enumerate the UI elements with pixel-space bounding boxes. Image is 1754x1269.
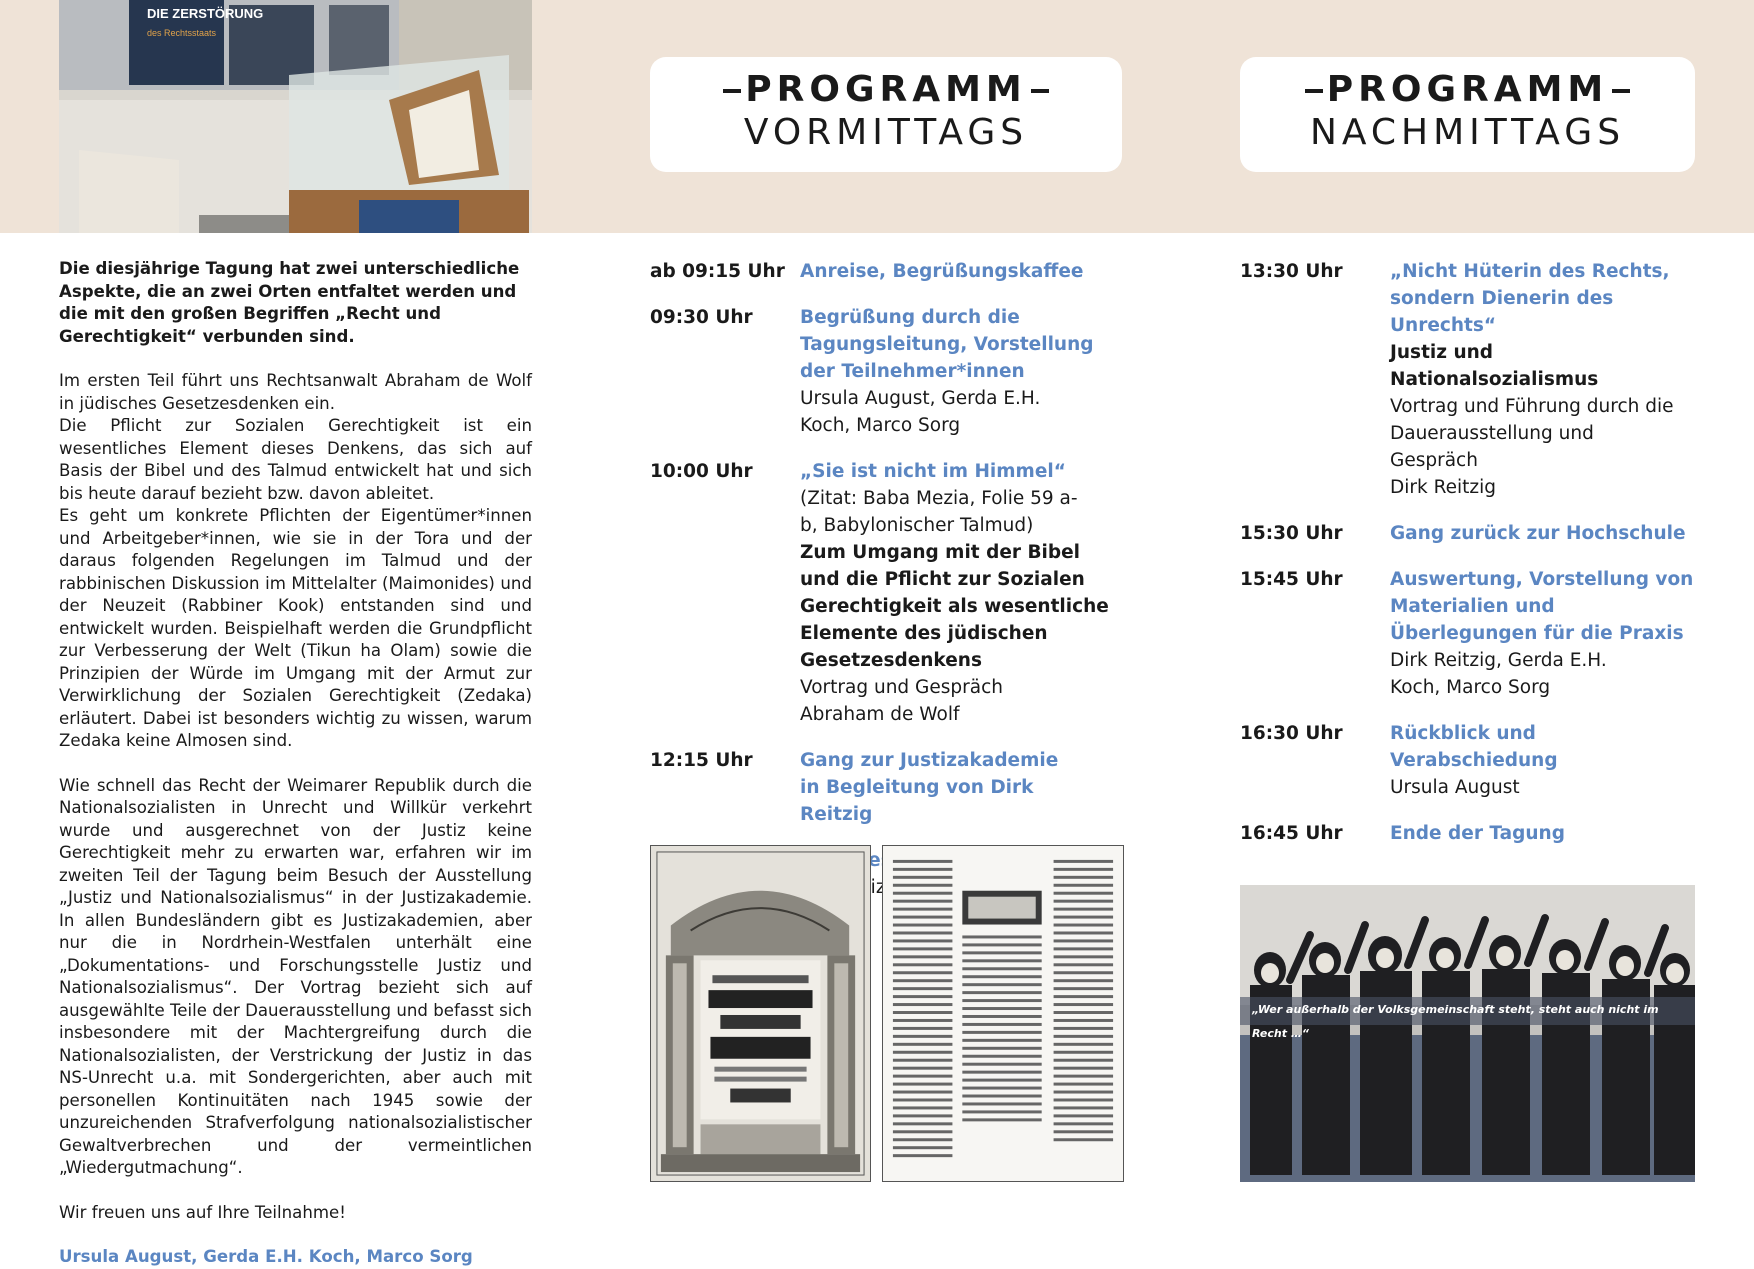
header-afternoon-bottom: NACHMITTAGS (1309, 112, 1626, 153)
sign-line-2: des Rechtsstaats (147, 28, 217, 38)
intro-signature: Ursula August, Gerda E.H. Koch, Marco Sorg (59, 1247, 473, 1266)
event (1390, 258, 1690, 501)
event (800, 304, 1120, 439)
event-title: Rückblick und Verabschiedung (1390, 723, 1558, 771)
header-afternoon (1240, 57, 1695, 172)
programme-row (650, 304, 1130, 439)
event-title: Anreise, Begrüßungskaffee (800, 261, 1084, 282)
time-label: 15:45 Uhr (1240, 569, 1343, 590)
intro-column (59, 258, 532, 1269)
programme-row (1240, 720, 1700, 801)
event-title: Gang zurück zur Hochschule (1390, 523, 1686, 544)
programme-row (1240, 566, 1700, 701)
intro-paragraph: Die Pflicht zur Sozialen Gerechtigkeit ist ein wesentliches Element dieses Denkens, das sich auf Basis der Bibel und des Talmud entwickelt hat und sich bis heute darauf bezieht bzw. davon ableitet. (59, 416, 532, 503)
event-format: Vortrag und Gespräch (800, 677, 1003, 698)
intro-paragraph: Im ersten Teil führt uns Rechtsanwalt Abraham de Wolf in jüdisches Gesetzesdenken ein. (59, 371, 532, 413)
dash-left (1305, 89, 1323, 93)
event (1390, 720, 1700, 801)
event-people: Dirk Reitzig (1390, 477, 1496, 498)
event-people: Dirk Reitzig, Gerda E.H. Koch, Marco Sorg (1390, 650, 1607, 698)
talmud-text-page-image (882, 845, 1124, 1182)
intro-lead: Die diesjährige Tagung hat zwei unterschiedliche Aspekte, die an zwei Orten entfaltet werden und die mit den großen Begriffen „Recht und Gerechtigkeit“ verbunden sind. (59, 259, 520, 346)
dash-right (1031, 89, 1049, 93)
event-title: Ende der Tagung (1390, 823, 1565, 844)
event (1390, 820, 1565, 847)
event-title: Auswertung, Vorstellung von Materialien und Überlegungen für die Praxis (1390, 569, 1694, 644)
programme-row (650, 458, 1130, 728)
dash-left (723, 89, 741, 93)
header-afternoon-top: PROGRAMM (1326, 69, 1609, 110)
afternoon-programme (1240, 258, 1700, 866)
header-morning-top: PROGRAMM (745, 69, 1027, 110)
time-label: ab 09:15 Uhr (650, 261, 785, 282)
time-label: 16:30 Uhr (1240, 723, 1343, 744)
event (800, 458, 1120, 728)
photo-caption: „Wer außerhalb der Volksgemeinschaft steht, steht auch nicht im Recht …“ (1252, 1003, 1659, 1040)
programme-row (1240, 820, 1700, 847)
event-people: Abraham de Wolf (800, 704, 960, 725)
event-title: Begrüßung durch die Tagungsleitung, Vorstellung der Teilnehmer*innen (800, 307, 1094, 382)
programme-row (1240, 520, 1700, 547)
time-label: 13:30 Uhr (1240, 261, 1343, 282)
time-label: 09:30 Uhr (650, 307, 753, 328)
programme-row (1240, 258, 1700, 501)
time-label: 12:15 Uhr (650, 750, 753, 771)
programme-row (650, 258, 1130, 285)
event (800, 747, 1060, 828)
intro-paragraph: Es geht um konkrete Pflichten der Eigentümer*innen und Arbeitgeber*innen, wie sie in der Tora und der daraus folgenden Regelungen im Talmud und der rabbinischen Diskussion im Mittelalter (Maimonides) und der Neuzeit (Rabbiner Kook) entstanden sind und entwickelt wurden. Beispielhaft werden die Grundpflicht zur Verbesserung der Welt (Tikun ha Olam) sowie die Prinzipien der Würde im Umgang mit der Armut zur Verwirklichung der Sozialen Gerechtigkeit (Zedaka) erläutert. Dabei ist besonders wichtig zu wissen, warum Zedaka keine Almosen sind. (59, 506, 532, 750)
exhibition-photo (59, 0, 532, 233)
intro-closing: Wir freuen uns auf Ihre Teilnahme! (59, 1202, 346, 1222)
header-morning-bottom: VORMITTAGS (743, 112, 1029, 153)
event-subtitle: Zum Umgang mit der Bibel und die Pflicht zur Sozialen Gerechtigkeit als wesentliche Elemente des jüdischen Gesetzesdenkens (800, 542, 1109, 671)
time-label: 10:00 Uhr (650, 461, 753, 482)
sign-line-1: DIE ZERSTÖRUNG (147, 6, 264, 21)
time-label: 16:45 Uhr (1240, 823, 1343, 844)
event (1390, 520, 1686, 547)
time-label: 15:30 Uhr (1240, 523, 1343, 544)
event (1390, 566, 1695, 701)
event-note: (Zitat: Baba Mezia, Folie 59 a-b, Babylonischer Talmud) (800, 488, 1078, 536)
event-title: „Sie ist nicht im Himmel“ (800, 461, 1066, 482)
header-morning (650, 57, 1122, 172)
event-subtitle: Justiz und Nationalsozialismus (1390, 342, 1599, 390)
talmud-title-page-image (650, 845, 871, 1182)
event-people: Ursula August (1390, 777, 1520, 798)
event-title: „Nicht Hüterin des Rechts, sondern Dienerin des Unrechts“ (1390, 261, 1670, 336)
programme-row (650, 747, 1130, 828)
intro-paragraph: Wie schnell das Recht der Weimarer Republik durch die Nationalsozialisten in Unrecht und Willkür verkehrt wurde und ausgerechnet von der Justiz keine Gerechtigkeit mehr zu erwarten war, erfahren wir im zweiten Teil der Tagung beim Besuch der Ausstellung „Justiz und Nationalsozialismus“ in der Justizakademie. In allen Bundesländern gibt es Justizakademien, aber nur die in Nordrhein-Westfalen unterhält eine „Dokumentations- und Forschungsstelle Justiz und Nationalsozialismus“. Der Vortrag bezieht sich auf ausgewählte Teile der Dauerausstellung und befasst sich insbesondere mit der Machtergreifung durch die Nationalsozialisten, der Verstrickung der Justiz in das NS-Unrecht u.a. mit Sondergerichten, aber auch mit personellen Kontinuitäten nach 1945 sowie der unzureichenden Strafverfolgung nationalsozialistischer Gewaltverbrechen und der vermeintlichen „Wiedergutmachung“. (59, 775, 532, 1177)
event-format: Vortrag und Führung durch die Dauerausstellung und Gespräch (1390, 396, 1674, 471)
morning-programme (650, 258, 1130, 920)
event-people: Ursula August, Gerda E.H. Koch, Marco Sorg (800, 388, 1041, 436)
event (800, 258, 1083, 285)
event-title: Gang zur Justizakademie in Begleitung von Dirk Reitzig (800, 750, 1059, 825)
dash-right (1612, 89, 1630, 93)
historical-photo (1240, 885, 1695, 1182)
